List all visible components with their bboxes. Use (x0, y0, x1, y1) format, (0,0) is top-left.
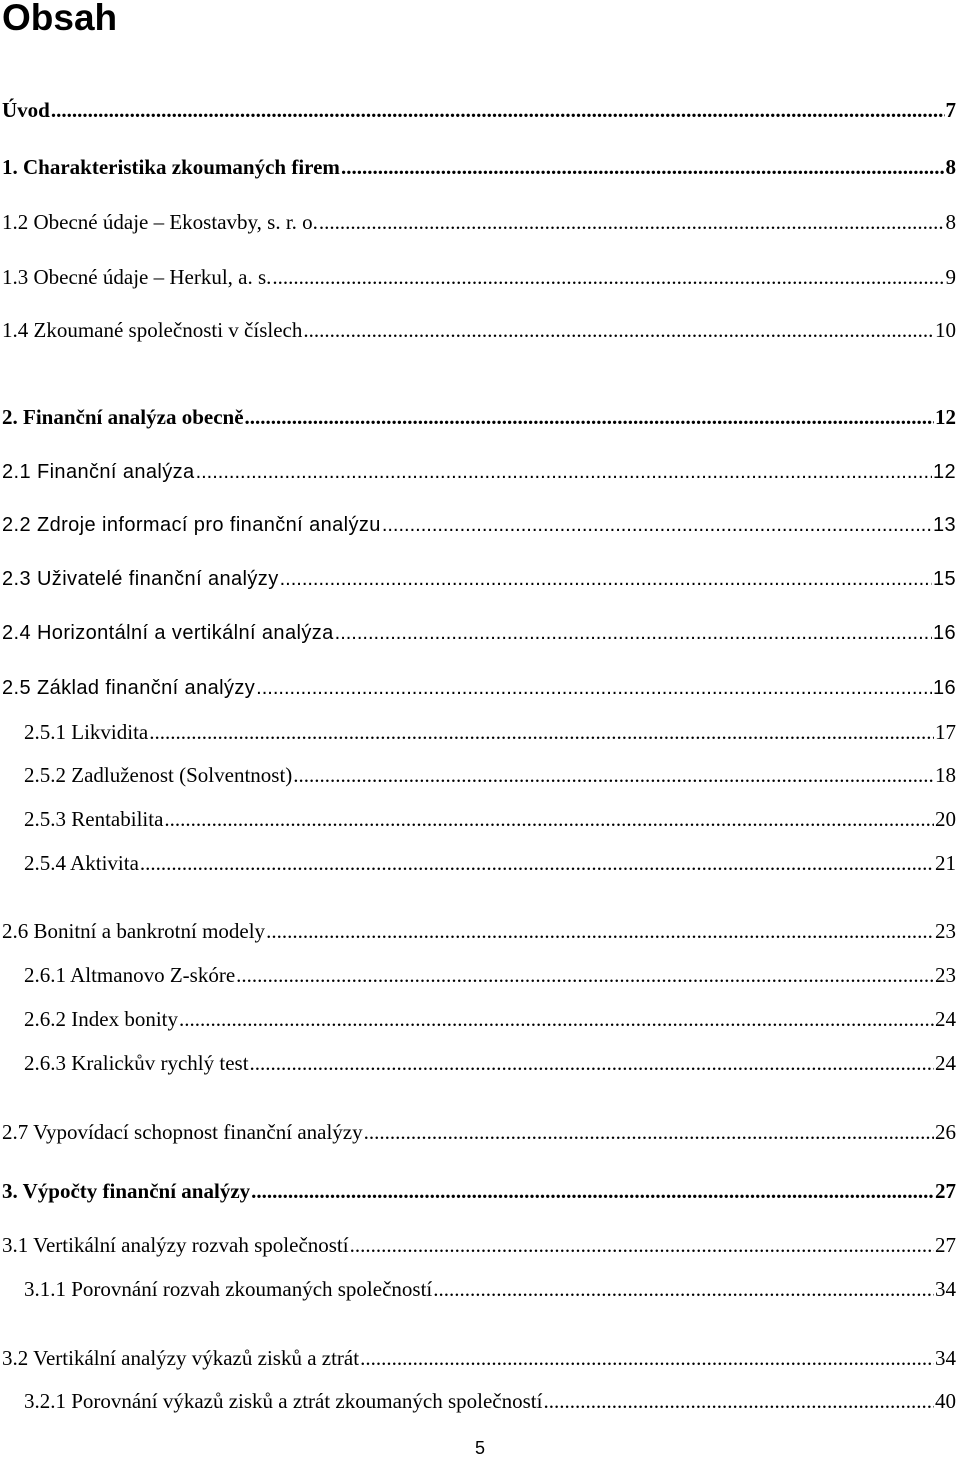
toc-leader-dots (319, 209, 945, 235)
toc-entry-3[interactable] (2, 1178, 956, 1204)
toc-leader-dots (335, 620, 932, 646)
toc-entry-uvod[interactable] (2, 97, 956, 123)
toc-entry-2-6-3[interactable] (24, 1050, 956, 1076)
toc-leader-dots (266, 918, 934, 944)
toc-entry-label: 2.1 Finanční analýza (2, 461, 195, 483)
toc-entry-page: 34 (935, 1277, 956, 1301)
toc-entry-2-5[interactable] (2, 675, 956, 701)
toc-entry-1-3[interactable] (2, 264, 956, 290)
toc-leader-dots (245, 404, 934, 430)
toc-entry-label: 2.6.2 Index bonity (24, 1007, 178, 1031)
page-title: Obsah (2, 0, 118, 38)
toc-leader-dots (196, 459, 932, 485)
toc-entry-3-1-1[interactable] (24, 1276, 956, 1302)
toc-entry-page: 13 (932, 514, 956, 536)
toc-entry-page: 24 (935, 1007, 956, 1031)
toc-entry-page: 21 (935, 851, 956, 875)
toc-leader-dots (236, 962, 934, 988)
toc-entry-label: 2.5 Základ finanční analýzy (2, 677, 256, 699)
toc-entry-1-2[interactable] (2, 209, 956, 235)
toc-entry-2-6-2[interactable] (24, 1006, 956, 1032)
toc-entry-page: 15 (932, 568, 956, 590)
toc-entry-label: 2.6 Bonitní a bankrotní modely (2, 919, 266, 943)
toc-entry-page: 8 (945, 155, 956, 179)
toc-entry-2-5-1[interactable] (24, 719, 956, 745)
toc-entry-page: 24 (935, 1051, 956, 1075)
toc-leader-dots (251, 1178, 934, 1204)
toc-leader-dots (164, 806, 934, 832)
toc-entry-page: 27 (935, 1233, 956, 1257)
toc-entry-label: 3.2 Vertikální analýzy výkazů zisků a ztrát (2, 1346, 360, 1370)
toc-entry-page: 18 (935, 763, 956, 787)
toc-entry-page: 17 (935, 720, 956, 744)
toc-entry-page: 23 (935, 963, 956, 987)
toc-entry-2[interactable] (2, 404, 956, 430)
toc-leader-dots (543, 1388, 934, 1414)
toc-entry-label: 2.5.3 Rentabilita (24, 807, 164, 831)
toc-entry-label: Úvod (2, 98, 50, 122)
toc-leader-dots (303, 317, 934, 343)
toc-leader-dots (382, 512, 932, 538)
toc-entry-label: 2.6.1 Altmanovo Z-skóre (24, 963, 236, 987)
toc-entry-page: 7 (945, 98, 956, 122)
toc-entry-label: 3.2.1 Porovnání výkazů zisků a ztrát zkoumaných společností (24, 1389, 543, 1413)
toc-entry-3-2[interactable] (2, 1345, 956, 1371)
toc-entry-label: 2.5.1 Likvidita (24, 720, 149, 744)
toc-entry-label: 2.7 Vypovídací schopnost finanční analýzy (2, 1120, 363, 1144)
toc-entry-2-4[interactable] (2, 620, 956, 646)
toc-leader-dots (51, 97, 945, 123)
toc-leader-dots (179, 1006, 934, 1032)
toc-entry-page: 10 (935, 318, 956, 342)
toc-leader-dots (293, 762, 934, 788)
toc-entry-label: 3.1 Vertikální analýzy rozvah společností (2, 1233, 349, 1257)
toc-leader-dots (350, 1232, 934, 1258)
toc-entry-page: 9 (945, 265, 956, 289)
toc-entry-page: 40 (935, 1389, 956, 1413)
toc-entry-page: 23 (935, 919, 956, 943)
toc-leader-dots (280, 566, 932, 592)
toc-entry-page: 16 (932, 677, 956, 699)
toc-entry-label: 1.3 Obecné údaje – Herkul, a. s. (2, 265, 272, 289)
toc-entry-2-6[interactable] (2, 918, 956, 944)
toc-entry-page: 20 (935, 807, 956, 831)
toc-entry-2-6-1[interactable] (24, 962, 956, 988)
toc-leader-dots (149, 719, 934, 745)
toc-leader-dots (256, 675, 932, 701)
toc-entry-2-1[interactable] (2, 459, 956, 485)
toc-leader-dots (341, 154, 945, 180)
toc-entry-page: 34 (935, 1346, 956, 1370)
toc-entry-label: 1. Charakteristika zkoumaných firem (2, 155, 340, 179)
toc-entry-page: 27 (935, 1179, 956, 1203)
toc-entry-2-5-2[interactable] (24, 762, 956, 788)
toc-leader-dots (360, 1345, 934, 1371)
toc-entry-page: 8 (945, 210, 956, 234)
toc-entry-1[interactable] (2, 154, 956, 180)
toc-leader-dots (140, 850, 934, 876)
toc-entry-label: 2.6.3 Kralickův rychlý test (24, 1051, 249, 1075)
toc-entry-label: 2.5.2 Zadluženost (Solventnost) (24, 763, 293, 787)
toc-leader-dots (272, 264, 944, 290)
toc-entry-label: 2. Finanční analýza obecně (2, 405, 244, 429)
toc-entry-label: 2.2 Zdroje informací pro finanční analýzu (2, 514, 381, 536)
page-number: 5 (474, 1438, 485, 1458)
toc-entry-3-1[interactable] (2, 1232, 956, 1258)
toc-entry-page: 12 (932, 461, 956, 483)
toc-entry-label: 2.4 Horizontální a vertikální analýza (2, 622, 334, 644)
toc-entry-label: 1.2 Obecné údaje – Ekostavby, s. r. o. (2, 210, 318, 234)
toc-entry-page: 26 (935, 1120, 956, 1144)
toc-entry-page: 16 (932, 622, 956, 644)
toc-entry-label: 3. Výpočty finanční analýzy (2, 1179, 251, 1203)
toc-entry-2-5-3[interactable] (24, 806, 956, 832)
toc-entry-2-3[interactable] (2, 566, 956, 592)
toc-entry-page: 12 (935, 405, 956, 429)
toc-entry-2-2[interactable] (2, 512, 956, 538)
toc-entry-3-2-1[interactable] (24, 1388, 956, 1414)
toc-entry-2-5-4[interactable] (24, 850, 956, 876)
toc-entry-label: 2.5.4 Aktivita (24, 851, 139, 875)
toc-entry-label: 2.3 Uživatelé finanční analýzy (2, 568, 279, 590)
toc-entry-1-4[interactable] (2, 317, 956, 343)
toc-leader-dots (250, 1050, 934, 1076)
toc-leader-dots (364, 1119, 934, 1145)
toc-leader-dots (433, 1276, 934, 1302)
toc-entry-label: 3.1.1 Porovnání rozvah zkoumaných společností (24, 1277, 433, 1301)
toc-entry-2-7[interactable] (2, 1119, 956, 1145)
toc-entry-label: 1.4 Zkoumané společnosti v číslech (2, 318, 303, 342)
